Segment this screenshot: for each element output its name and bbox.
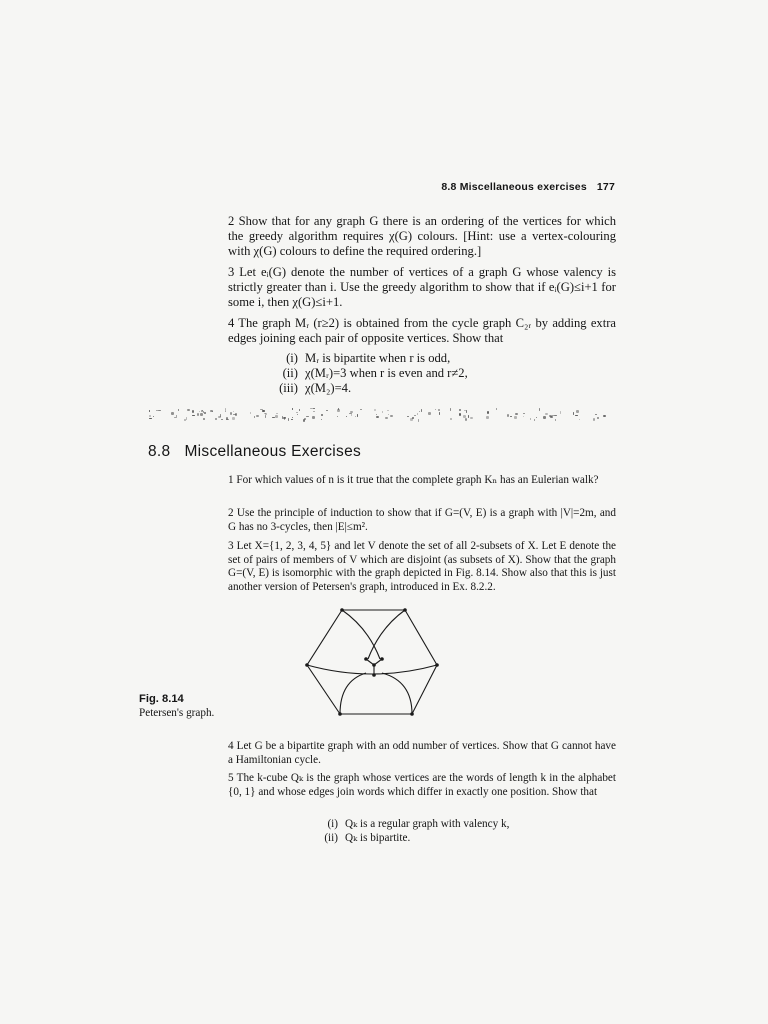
scan-speck	[321, 419, 322, 420]
scan-speck	[296, 412, 298, 413]
scan-speck	[149, 410, 150, 412]
scan-speck	[388, 414, 389, 415]
scan-speck	[297, 414, 298, 415]
scan-speck	[218, 416, 221, 418]
scan-speck	[496, 408, 497, 410]
inner-edge	[340, 673, 366, 714]
scan-speck	[603, 415, 606, 417]
scan-speck	[466, 410, 467, 413]
scan-speck	[321, 414, 323, 416]
center-spokes	[366, 659, 382, 675]
scan-speck	[225, 411, 226, 412]
scan-speck	[407, 416, 409, 417]
scan-speck	[539, 408, 540, 411]
scan-speck	[412, 417, 414, 419]
scan-speck	[465, 418, 467, 421]
prev-exercise-3: 3 Let eᵢ(G) denote the number of vertices of a graph G whose valency is strictly greater than i. Use the greedy algorithm to show that if eᵢ(G)≤i+1 for some i, then χ(G)≤i+1.	[228, 265, 616, 310]
inner-edge	[342, 610, 380, 659]
scan-speck	[232, 417, 235, 420]
figure-caption-text: Petersen's graph.	[139, 707, 215, 719]
scan-speck	[283, 417, 286, 419]
scan-speck	[510, 416, 512, 417]
scan-speck	[523, 413, 525, 414]
exercise-3: 3 Let X={1, 2, 3, 4, 5} and let V denote the set of all 2-subsets of X. Let E denote the set of pairs of members of V which are disjoint (as subsets of X). Show that the graph G=(V, E) is isomorphic with the graph depicted in Fig. 8.14. Show also that this is just another version of Petersen's graph, introduced in Ex. 8.2.2.	[228, 540, 616, 593]
scan-speck	[197, 413, 199, 416]
scan-speck	[421, 409, 422, 412]
scan-speck	[212, 411, 213, 412]
scan-speck	[337, 409, 340, 412]
scan-speck	[468, 415, 469, 418]
scan-speck	[575, 415, 578, 416]
section-number: 8.8	[148, 443, 171, 460]
scan-speck	[178, 409, 179, 411]
exercise-4: 4 Let G be a bipartite graph with an odd number of vertices. Show that G cannot have a Hamiltonian cycle.	[228, 740, 616, 766]
scan-speck	[555, 419, 556, 421]
scan-speck	[171, 412, 174, 415]
scan-speck	[450, 408, 451, 411]
scan-speck	[291, 419, 293, 420]
scan-speck	[187, 409, 190, 411]
scan-speck	[226, 417, 228, 420]
exercise-2: 2 Use the principle of induction to show that if G=(V, E) is a graph with |V|=2m, and G has no 3-cycles, then |E|≤m².	[228, 507, 616, 533]
vertex	[372, 663, 376, 667]
figure-caption	[139, 692, 214, 720]
vertex	[403, 608, 407, 612]
vertex	[364, 657, 368, 661]
list-item: (i) Qₖ is a regular graph with valency k,	[327, 818, 510, 830]
scan-speck	[597, 417, 599, 419]
scan-speck	[550, 416, 553, 418]
prev-exercise-4-parts	[268, 351, 468, 397]
petersen-graph-figure	[300, 603, 448, 719]
scan-speck	[149, 415, 151, 417]
scan-speck	[593, 418, 595, 421]
scan-speck	[543, 416, 546, 419]
outer-cycle	[307, 610, 437, 714]
scan-speck	[507, 414, 509, 417]
scan-speck	[464, 410, 466, 411]
scan-speck	[265, 415, 266, 418]
prev-exercise-2: 2 Show that for any graph G there is an ordering of the vertices for which the greedy algorithm requires χ(G) colours. [Hint: use a vertex-colouring with χ(G) colours to define the required ordering.]	[228, 214, 616, 259]
scan-speck	[215, 418, 217, 420]
prev-exercise-4: 4 The graph Mᵣ (r≥2) is obtained from the cycle graph C₂ᵣ by adding extra edges joining each pair of opposite vertices. Show that	[228, 316, 616, 346]
scan-speck	[351, 414, 352, 416]
scan-speck	[337, 416, 338, 417]
inner-edge	[368, 610, 405, 659]
scan-speck	[153, 416, 154, 417]
scan-speck	[304, 418, 306, 420]
scan-speck	[174, 417, 177, 418]
scan-speck	[192, 410, 194, 413]
scan-speck	[254, 416, 255, 418]
exercise-5: 5 The k-cube Qₖ is the graph whose vertices are the words of length k in the alphabet {0, 1} and whose edges join words which differ in exactly one position. Show that	[228, 772, 616, 798]
scan-speck	[275, 415, 278, 418]
scan-speck	[350, 411, 353, 413]
scan-speck	[355, 416, 356, 417]
vertex	[372, 673, 376, 677]
scan-speck	[523, 416, 524, 417]
scan-speck	[256, 415, 259, 417]
scan-speck	[313, 411, 315, 412]
scan-speck	[312, 416, 315, 419]
vertex	[410, 712, 414, 716]
scan-speck	[204, 412, 206, 414]
scan-speck	[385, 417, 388, 419]
scan-speck	[360, 409, 362, 410]
scan-speck	[346, 416, 347, 417]
running-head-section: 8.8 Miscellaneous exercises	[441, 181, 587, 193]
scan-speck	[387, 410, 389, 411]
scan-speck	[382, 411, 383, 413]
scan-speck	[515, 413, 518, 415]
scan-speck	[418, 419, 419, 422]
scan-speck	[435, 409, 436, 410]
scan-speck	[262, 410, 265, 412]
scan-speck	[486, 416, 489, 419]
scan-speck	[250, 412, 251, 414]
scan-speck	[530, 418, 531, 420]
scan-speck	[203, 418, 205, 420]
scan-speck	[414, 415, 416, 416]
list-item: (i) Mᵣ is bipartite when r is odd,	[286, 351, 451, 365]
scan-speck	[459, 413, 461, 416]
scan-speck	[470, 417, 473, 419]
list-item: (ii) χ(Mᵣ)=3 when r is even and r≠2,	[282, 366, 468, 381]
scan-speck	[390, 415, 393, 417]
scan-speck	[230, 412, 232, 415]
scan-speck	[376, 414, 377, 415]
scan-speck	[203, 411, 204, 413]
scan-speck	[554, 415, 557, 416]
scan-speck	[534, 419, 535, 421]
scan-speck	[202, 410, 203, 411]
scan-speck	[459, 409, 461, 411]
scan-speck	[326, 410, 328, 411]
scan-speck	[439, 412, 440, 415]
scan-speck	[310, 408, 313, 409]
scan-speck	[357, 414, 358, 417]
scan-speck	[306, 416, 309, 417]
scan-speck	[536, 417, 537, 418]
scan-speck	[299, 409, 300, 411]
vertex	[340, 608, 344, 612]
vertex	[380, 657, 384, 661]
scan-speck	[192, 415, 195, 416]
scan-speck	[292, 408, 293, 410]
scan-speck	[233, 414, 236, 415]
scan-speck	[186, 417, 187, 420]
exercise-5-parts	[308, 818, 509, 845]
scan-speck	[374, 409, 376, 411]
inner-edge	[307, 665, 437, 674]
scan-speck	[282, 416, 283, 419]
list-item: (ii) Qₖ is bipartite.	[324, 831, 411, 844]
scan-speck	[438, 409, 440, 411]
scan-noise-strip	[148, 404, 614, 424]
scan-speck	[265, 413, 267, 415]
scan-speck	[450, 418, 452, 420]
vertex	[305, 663, 309, 667]
figure-label: Fig. 8.14	[139, 693, 184, 705]
exercise-1: 1 For which values of n is it true that the complete graph Kₙ has an Eulerian walk?	[228, 474, 599, 486]
scan-speck	[419, 411, 420, 412]
scan-speck	[292, 417, 293, 418]
scan-speck	[514, 416, 517, 419]
inner-edge	[382, 673, 412, 714]
scan-speck	[595, 414, 597, 415]
scan-speck	[579, 419, 580, 420]
running-head	[441, 181, 615, 193]
scan-speck	[199, 411, 200, 412]
section-heading	[148, 443, 361, 461]
scan-speck	[428, 412, 431, 415]
page-number: 177	[596, 181, 615, 193]
scan-speck	[463, 415, 466, 418]
scan-speck	[149, 418, 152, 419]
scan-speck	[417, 413, 418, 415]
scan-speck	[288, 418, 289, 421]
scan-speck	[576, 410, 579, 413]
scan-speck	[221, 419, 223, 420]
vertex	[435, 663, 439, 667]
scan-speck	[158, 410, 161, 411]
scan-speck	[560, 411, 561, 414]
scan-speck	[313, 408, 315, 409]
vertex	[338, 712, 342, 716]
scan-speck	[573, 412, 574, 415]
section-title: Miscellaneous Exercises	[184, 443, 362, 460]
scan-speck	[233, 411, 234, 412]
list-item: (iii) χ(M₂)=4.	[279, 381, 352, 396]
scan-speck	[200, 413, 203, 416]
scan-speck	[487, 411, 489, 414]
scan-speck	[276, 413, 278, 414]
scan-speck	[545, 413, 548, 415]
scan-speck	[376, 416, 379, 418]
